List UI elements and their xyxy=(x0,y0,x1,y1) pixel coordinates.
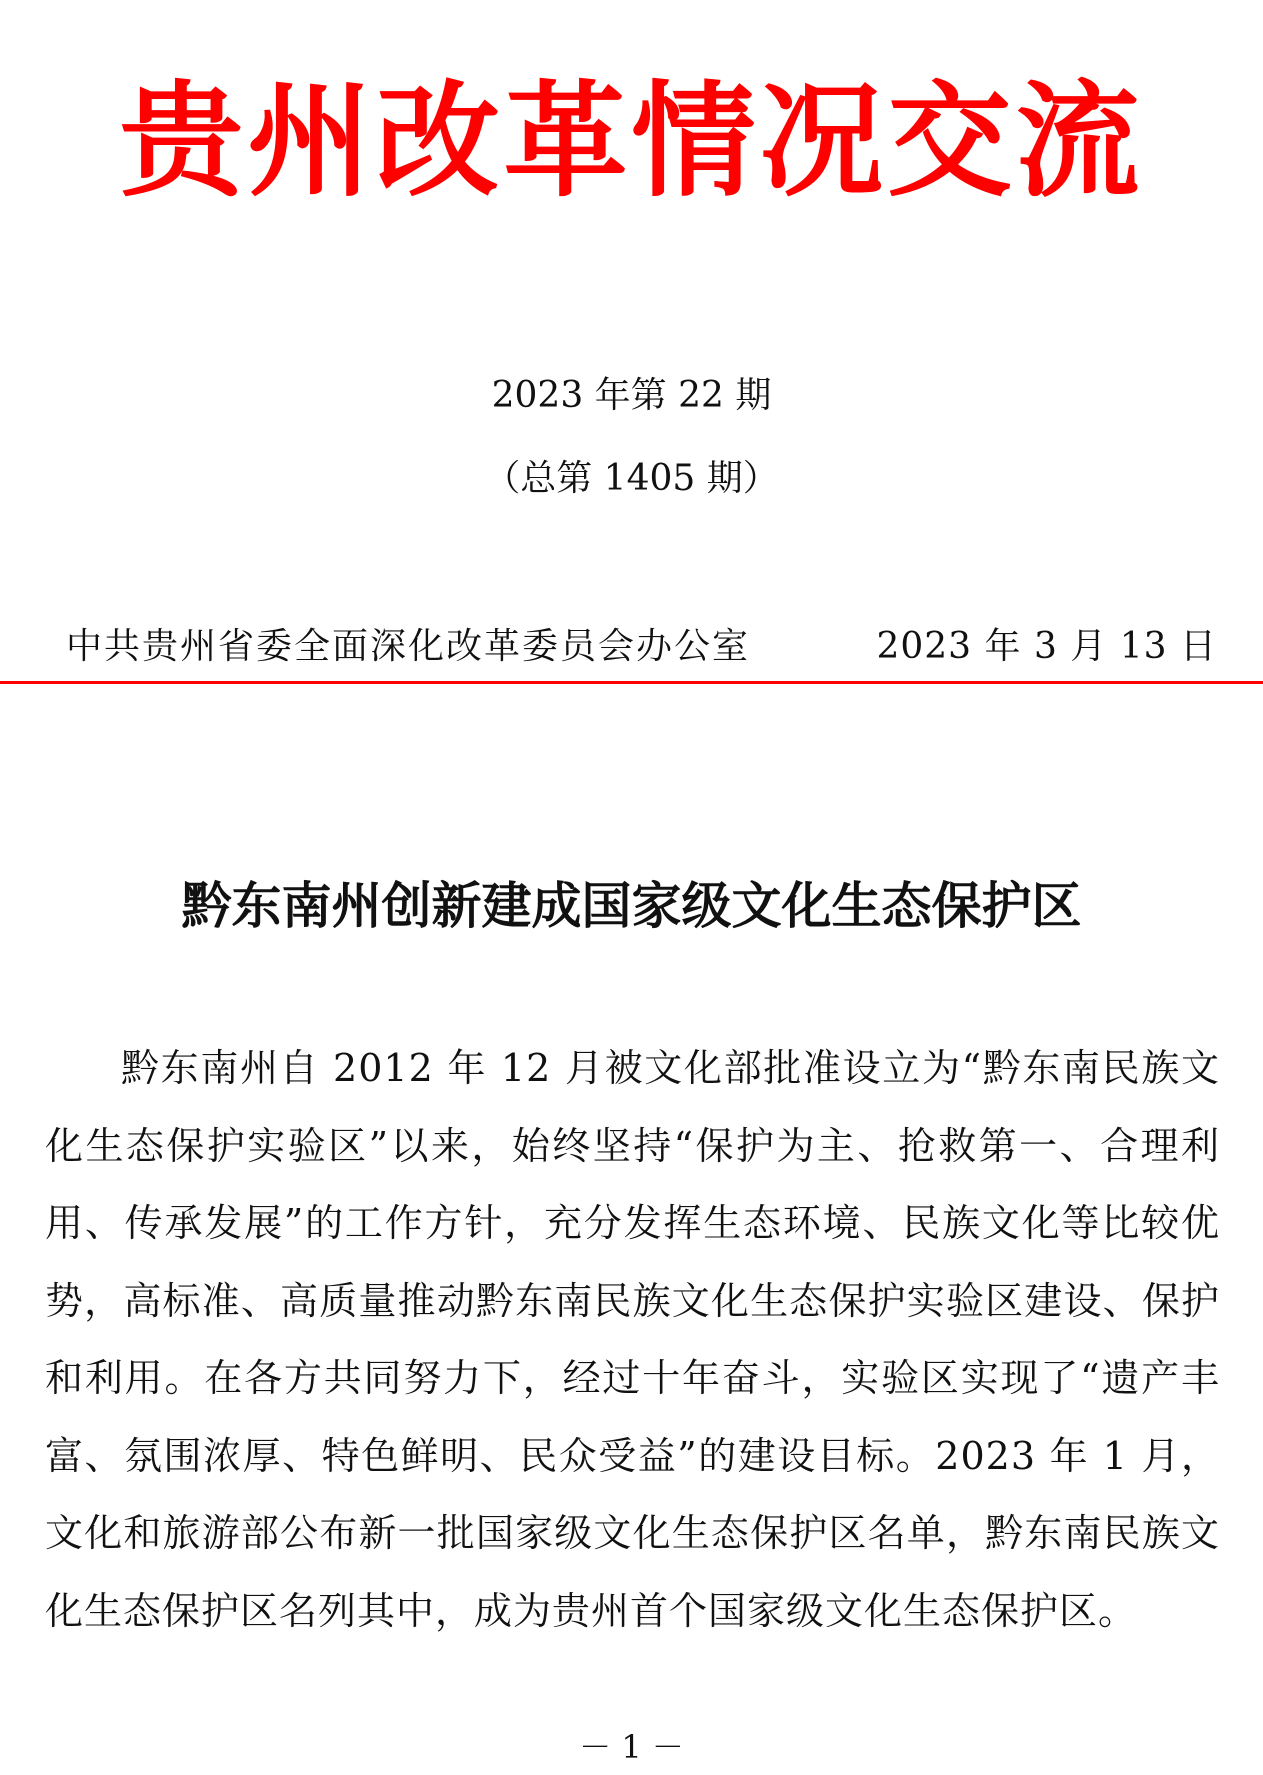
masthead-title: 贵州改革情况交流 xyxy=(119,70,1144,214)
issuing-office: 中共贵州省委全面深化改革委员会办公室 xyxy=(66,626,751,667)
article-title: 黔东南州创新建成国家级文化生态保护区 xyxy=(181,876,1082,935)
issue-date: 2023 年 3 月 13 日 xyxy=(876,626,1217,667)
page-number: － 1 － xyxy=(579,1728,684,1766)
red-separator-line xyxy=(0,681,1263,684)
issue-total-number: （总第 1405 期） xyxy=(484,458,779,499)
issuer-row xyxy=(0,622,1263,672)
article-paragraph: 黔东南州自 2012 年 12 月被文化部批准设立为“黔东南民族文化生态保护实验区”以来，始终坚持“保护为主、抢救第一、合理利用、传承发展”的工作方针，充分发挥生态环境、民族文化等比较优势，高标准、高质量推动黔东南民族文化生态保护实验区建设、保护和利用。在各方共同努力下，经过十年奋斗，实验区实现了“遗产丰富、氛围浓厚、特色鲜明、民众受益”的建设目标。2023 年 1 月，文化和旅游部公布新一批国家级文化生态保护区名单，黔东南民族文化生态保护区名列其中，成为贵州首个国家级文化生态保护区。 xyxy=(45,1046,1220,1633)
issue-number: 2023 年第 22 期 xyxy=(491,375,772,416)
